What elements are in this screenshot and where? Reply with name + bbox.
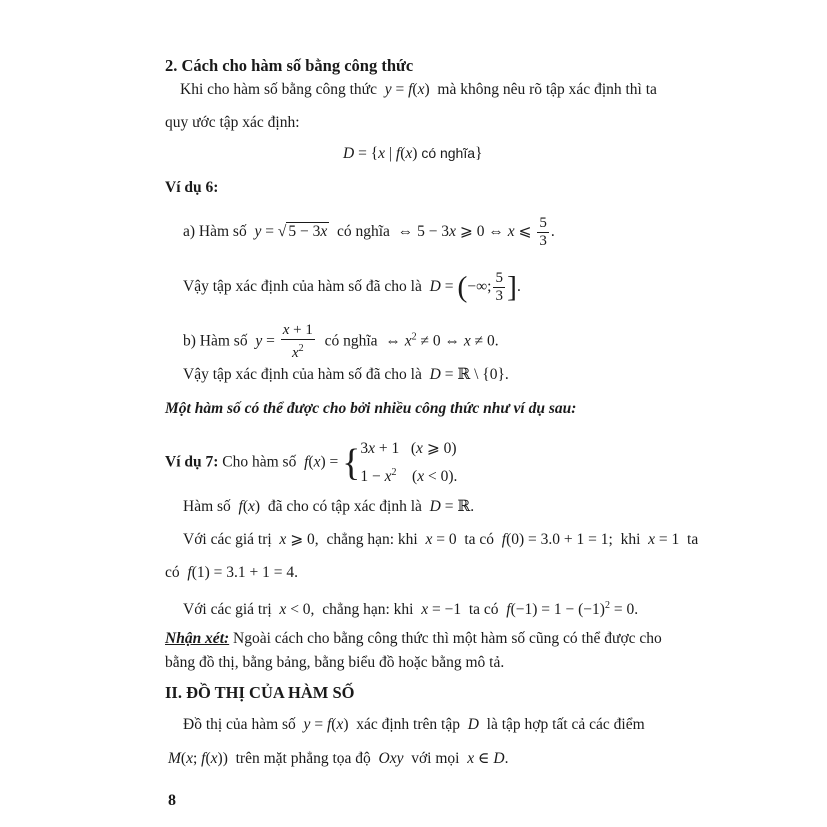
example-6-label: Ví dụ 6: (165, 179, 219, 196)
example-7-domain: Hàm số f(x) đã cho có tập xác định là D = ℝ. (183, 498, 475, 515)
example-6a-statement: a) Hàm số y = √ 5 − 3x có nghĩa ⇔ 5 − 3x ⩾ 0 ⇔ x ⩽ $\frac{5}{3}$ . (183, 215, 555, 249)
example-6a-conclusion: Vậy tập xác định của hàm số đã cho là D = (−∞; $\frac{5}{3}$ ]. (183, 270, 521, 304)
paragraph-line-2: quy ước tập xác định: (165, 114, 300, 131)
fraction-five-thirds-interval: $\frac{5}{3}$ (495, 270, 503, 304)
example-6b-conclusion: Vậy tập xác định của hàm số đã cho là D = ℝ \ {0}. (183, 366, 509, 383)
piecewise-cases: 3x + 1 (x ⩾ 0) $1 - x^2$ (x < 0). (360, 440, 458, 486)
example-6b-statement: b) Hàm số y = $\frac{x + 1}{x^2}$ có nghĩa ⇔ $x^2 \ne 0$ ⇔ x ≠ 0. (183, 322, 499, 361)
section-ii-heading: II. ĐỒ THỊ CỦA HÀM SỐ (165, 683, 355, 702)
fraction-five-thirds: $\frac{5}{3}$ (539, 215, 547, 249)
graph-definition-line-2: M(x; f(x)) trên mặt phẳng tọa độ Oxy với mọi x ∈ D. (168, 750, 509, 767)
example-7-statement: Ví dụ 7: Cho hàm số f(x) = { 3x + 1 (x ⩾ 0) $1 - x^2$ (x < 0). (165, 437, 457, 481)
cases-brace: { (342, 442, 361, 485)
paragraph-line-1: Khi cho hàm số bằng công thức y = f(x) mà không nêu rõ tập xác định thì ta (180, 81, 657, 98)
fraction-x-plus-1-over-x-squared: $\frac{x + 1}{x^2}$ (282, 322, 313, 361)
page-number: 8 (168, 792, 176, 809)
example-7-values-line-3: Với các giá trị x < 0, chẳng hạn: khi x = −1 ta có $f(-1) = 1 - (-1)^2 = 0$. (183, 600, 639, 619)
example-7-values-line-1: Với các giá trị x ⩾ 0, chẳng hạn: khi x = 0 ta có f(0) = 3.0 + 1 = 1; khi x = 1 ta (183, 531, 699, 548)
remark-line-2: bằng đồ thị, bằng bảng, bằng biểu đồ hoặc bằng mô tả. (165, 654, 505, 671)
example-7-values-line-2: có f(1) = 3.1 + 1 = 4. (165, 564, 299, 581)
domain-definition-formula: D = {x | f(x) có nghĩa} (343, 145, 483, 162)
multi-formula-statement: Một hàm số có thể được cho bởi nhiều công thức như ví dụ sau: (165, 400, 577, 417)
graph-definition-line-1: Đồ thị của hàm số y = f(x) xác định trên tập D là tập hợp tất cả các điểm (183, 716, 645, 733)
section-2-heading: 2. Cách cho hàm số bằng công thức (165, 56, 414, 75)
remark-line-1: Nhận xét: Ngoài cách cho bằng công thức thì một hàm số cũng có thể được cho (165, 630, 662, 647)
